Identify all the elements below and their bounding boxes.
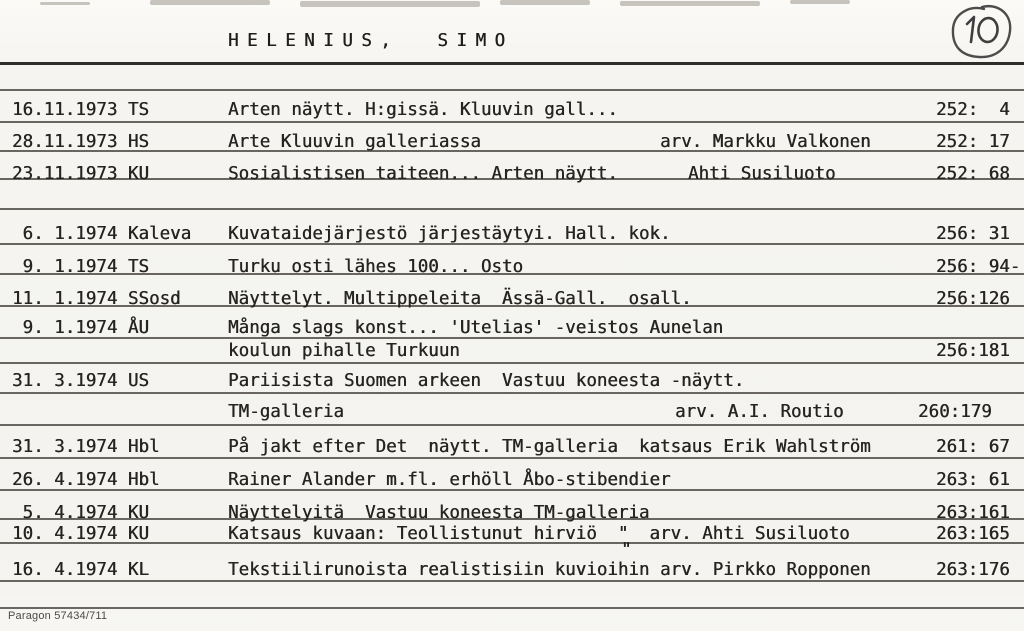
entry-title: På jakt efter Det näytt. TM-galleria katsaus Erik Wahlström: [228, 437, 871, 457]
entry-reference-number: 256: 31: [936, 224, 1010, 244]
entry-date-source: 16.11.1973 TS: [12, 100, 149, 120]
entry-title: Många slags konst... 'Utelias' -veistos Aunelan: [228, 318, 724, 338]
ruled-line: [0, 580, 1024, 582]
entry-reference-number: 261: 67: [936, 437, 1010, 457]
entry-title: Arten näytt. H:gissä. Kluuvin gall...: [228, 100, 618, 120]
entry-title: Arte Kluuvin galleriassa: [228, 132, 481, 152]
entry-date-source: 9. 1.1974 TS: [12, 257, 149, 277]
ruled-line: [0, 392, 1024, 394]
handwritten-page-number: [946, 2, 1018, 62]
circle-annotation-icon: [946, 2, 1018, 62]
ruled-line: [0, 457, 1024, 459]
entry-line: [0, 132, 1024, 152]
scan-artifact: [500, 0, 590, 5]
entry-line: [0, 560, 1024, 580]
entry-line: [0, 524, 1024, 544]
entry-reference-number: 252: 68: [936, 164, 1010, 184]
entry-reference-number: 263:176: [936, 560, 1010, 580]
entry-line: [0, 470, 1024, 490]
ruled-line: [0, 208, 1024, 210]
entry-reference-number: 256:181: [936, 341, 1010, 361]
ruled-line: [0, 89, 1024, 91]
scan-artifact: [620, 1, 760, 6]
entry-title: Pariisista Suomen arkeen Vastuu koneesta -näytt.: [228, 371, 745, 391]
card-stock-label: Paragon 57434/711: [8, 610, 108, 622]
entry-title: Katsaus kuvaan: Teollistunut hirviö " arv. Ahti Susiluoto: [228, 524, 850, 544]
entry-reference-number: 252: 17: [936, 132, 1010, 152]
entry-date-source: 5. 4.1974 KU: [12, 503, 149, 523]
entry-reference-number: 260:179: [918, 402, 992, 422]
header-rule: [0, 62, 1024, 65]
entry-line: [0, 402, 1024, 422]
entry-date-source: 31. 3.1974 US: [12, 371, 149, 391]
entry-reference-number: 252: 4: [936, 100, 1010, 120]
entry-line: [0, 371, 1024, 391]
entry-line: [0, 100, 1024, 120]
entry-reference-number: 263:161: [936, 503, 1010, 523]
entry-title: TM-galleria: [228, 402, 344, 422]
page-title: HELENIUS, SIMO: [228, 31, 514, 51]
entry-title: Rainer Alander m.fl. erhöll Åbo-stibendier: [228, 470, 671, 490]
entry-reviewer: arv. Markku Valkonen: [660, 132, 871, 152]
entry-reference-number: 263: 61: [936, 470, 1010, 490]
entry-title: Sosialistisen taiteen... Arten näytt.: [228, 164, 618, 184]
entry-title: koulun pihalle Turkuun: [228, 341, 460, 361]
entry-line: [0, 289, 1024, 309]
entry-title: Kuvataidejärjestö järjestäytyi. Hall. kok.: [228, 224, 671, 244]
ditto-mark: ": [621, 540, 632, 560]
ruled-line: [0, 362, 1024, 364]
scan-artifact: [300, 1, 480, 7]
entry-line: [0, 503, 1024, 523]
entry-title: Näyttelyt. Multippeleita Ässä-Gall. osall.: [228, 289, 692, 309]
entry-reference-number: 256:126: [936, 289, 1010, 309]
entry-date-source: 10. 4.1974 KU: [12, 524, 149, 544]
entry-line: [0, 437, 1024, 457]
scan-artifact: [150, 0, 270, 5]
entry-title: Turku osti lähes 100... Osto: [228, 257, 524, 277]
ruled-line: [0, 424, 1024, 426]
entry-date-source: 11. 1.1974 SSosd: [12, 289, 181, 309]
entry-date-source: 31. 3.1974 Hbl: [12, 437, 160, 457]
entry-line: [0, 341, 1024, 361]
entry-line: [0, 318, 1024, 338]
entry-title: Näyttelyitä Vastuu koneesta TM-galleria: [228, 503, 650, 523]
entry-reviewer: arv. A.I. Routio: [675, 402, 844, 422]
entry-date-source: 6. 1.1974 Kaleva: [12, 224, 192, 244]
entry-reference-number: 263:165: [936, 524, 1010, 544]
entry-date-source: 23.11.1973 KU: [12, 164, 149, 184]
entry-date-source: 16. 4.1974 KL: [12, 560, 149, 580]
entry-title: Tekstiilirunoista realistisiin kuvioihin arv. Pirkko Ropponen: [228, 560, 871, 580]
entry-line: [0, 257, 1024, 277]
entry-date-source: 28.11.1973 HS: [12, 132, 149, 152]
scan-artifact: [790, 0, 850, 4]
ruled-line: [0, 607, 1024, 609]
entry-reference-number: 256: 94-: [936, 257, 1021, 277]
scan-artifact: [40, 2, 90, 5]
entry-line: [0, 224, 1024, 244]
entry-line: [0, 164, 1024, 184]
entry-date-source: 9. 1.1974 ÅU: [12, 318, 149, 338]
entry-date-source: 26. 4.1974 Hbl: [12, 470, 160, 490]
entry-reviewer: Ahti Susiluoto: [688, 164, 836, 184]
ruled-line: [0, 121, 1024, 123]
